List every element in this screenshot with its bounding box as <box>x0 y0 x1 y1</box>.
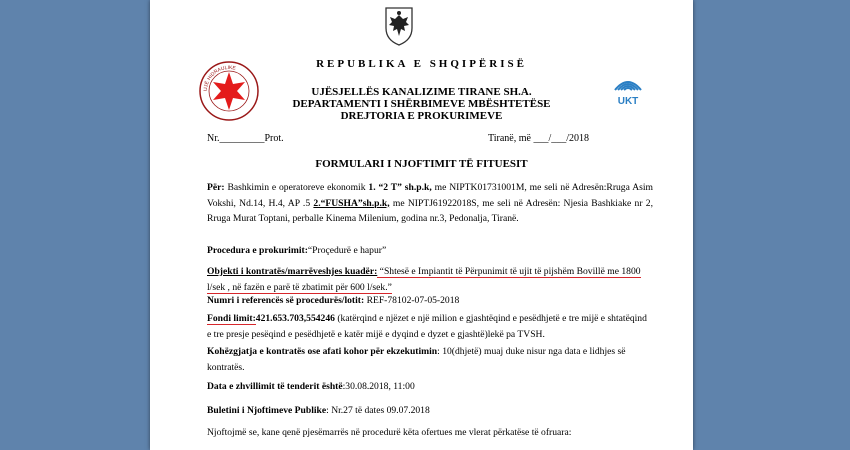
document-date: Tiranë, më ___/___/2018 <box>488 133 590 144</box>
svg-text:UKT: UKT <box>617 96 639 107</box>
object-value: “Shtesë e Impiantit të Përpunimit të ujit të pijshëm Bovillë me 1800 l/sek , në fazën e parë të zbatimit për 600 l/sek.” <box>207 266 641 293</box>
protocol-number: Nr._________Prot. <box>207 133 284 144</box>
fund-amount: 421.653.703,554246 <box>255 313 335 324</box>
object-paragraph <box>207 264 653 295</box>
procedure-label: Procedura e prokurimit: <box>207 245 308 256</box>
tender-date-value: :30.08.2018, 11:00 <box>342 381 415 392</box>
document-page <box>150 0 693 450</box>
reference-value: REF-78102-07-05-2018 <box>364 295 460 306</box>
bulletin-line <box>207 403 653 419</box>
bulletin-value: : Nr.27 të dates 09.07.2018 <box>326 405 430 416</box>
fund-text: (katërqind e njëzet e një milion e gjashtëqind e pesëdhjetë e tre mijë e shtatëqind e tre presje pesëqind e pesëdhjetë e katër mijë e dyqind e dyzet e gjashtë)lekë pa TVSH. <box>207 313 647 340</box>
procedure-line <box>207 243 653 259</box>
tender-date-label: Data e zhvillimit të tenderit është <box>207 381 343 392</box>
closing-line: Njoftojmë se, kane qenë pjesëmarrës në procedurë këta ofertues me vlerat përkatëse të ofruara: <box>207 427 572 438</box>
reference-label: Numri i referencës së procedurës/lotit: <box>207 295 365 306</box>
object-label: Objekti i kontratës/marrëveshjes kuadër: <box>207 266 378 277</box>
directorate-name: DREJTORIA E PROKURIMEVE <box>340 110 503 122</box>
reference-line <box>207 293 653 309</box>
per-text-2: me NIPTK01731001M, me seli në Adresën:Rruga Asim Vokshi, Nd.14, H.4, AP .5 <box>207 182 653 209</box>
republic-heading: REPUBLIKA E SHQIPËRISË <box>316 58 527 70</box>
svg-text:UJË HIDRAULIKE: UJË HIDRAULIKE <box>202 64 237 92</box>
department-name: DEPARTAMENTI I SHËRBIMEVE MBËSHTETËSE <box>292 98 551 110</box>
procedure-value: “Proçedurë e hapur” <box>307 245 387 256</box>
tender-date-line <box>207 379 653 395</box>
per-label: Për: <box>207 182 225 193</box>
duration-paragraph <box>207 344 653 375</box>
fund-label: Fondi limit: <box>207 313 256 324</box>
fund-paragraph <box>207 311 653 342</box>
operator-2: 2.“FUSHA”sh.p.k, <box>313 197 390 209</box>
albania-emblem-icon <box>384 6 414 46</box>
duration-value: : 10(dhjetë) muaj duke nisur nga data e lidhjes së kontratës. <box>207 346 626 373</box>
per-text-3: me NIPTJ61922018S, me seli në Adresën: Njesia Bashkiake nr 2, Rruga Murat Toptani, perballe Kinema Milenium, godina nr.3, Pedonalja, Tiranë. <box>207 197 653 225</box>
company-name: UJËSJELLËS KANALIZIME TIRANE SH.A. <box>311 86 532 98</box>
duration-label: Kohëzgjatja e kontratës ose afati kohor për ekzekutimin <box>207 346 438 357</box>
ukt-logo-icon <box>612 72 644 110</box>
per-text-1: Bashkimin e operatoreve ekonomik <box>224 182 369 193</box>
operator-1: 1. “2 T” sh.p.k, <box>368 182 432 193</box>
per-paragraph <box>207 180 653 227</box>
form-title: FORMULARI I NJOFTIMIT TË FITUESIT <box>315 158 528 170</box>
bulletin-label: Buletini i Njoftimeve Publike <box>207 405 327 416</box>
